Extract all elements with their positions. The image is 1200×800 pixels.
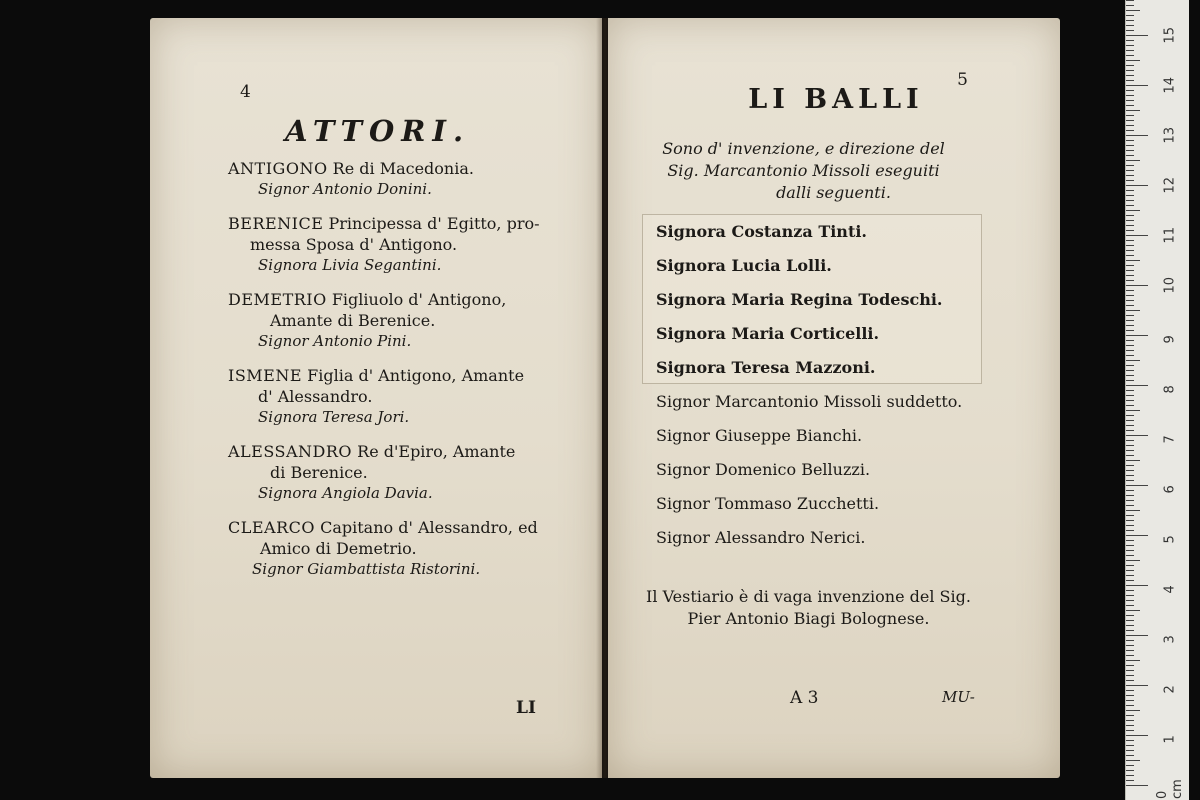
ruler-number: 0 cm [1155,779,1185,799]
role-description: Amante di Berenice. [270,311,436,330]
ruler-tick [1126,200,1134,201]
ruler-tick [1126,320,1134,321]
ruler-tick [1126,0,1134,1]
ruler-tick [1126,740,1134,741]
ruler-tick [1126,215,1134,216]
ruler-number: 15 [1162,26,1178,44]
actor-name: Signora Livia Segantini. [258,256,442,274]
dancer-male: Signor Tommaso Zucchetti. [656,494,880,513]
ruler-tick [1126,590,1134,591]
ruler-tick [1126,10,1140,11]
ruler-tick [1126,360,1140,361]
ruler-tick [1126,625,1134,626]
ruler-tick [1126,160,1140,161]
ruler-tick [1126,385,1148,386]
ruler-tick [1126,725,1134,726]
ruler-tick [1126,415,1134,416]
role-description: Figlia d' Antigono, Amante [307,366,525,385]
ruler-tick [1126,580,1134,581]
ruler-tick [1126,95,1134,96]
ruler-tick [1126,535,1148,536]
ruler-tick [1126,515,1134,516]
ruler-tick [1126,125,1134,126]
ruler-tick [1126,170,1134,171]
ruler-tick [1126,190,1134,191]
actor-name: Signor Antonio Pini. [258,332,412,350]
ruler-tick [1126,60,1140,61]
actor-name: Signor Antonio Donini. [258,180,432,198]
ruler-tick [1126,305,1134,306]
ruler-tick [1126,280,1134,281]
ruler-tick [1126,5,1134,6]
ruler-tick [1126,700,1134,701]
ruler-tick [1126,65,1134,66]
ruler-tick [1126,225,1134,226]
actor-name: Signor Giambattista Ristorini. [252,560,481,578]
dancer-female: Signora Maria Regina Todeschi. [656,290,943,309]
ruler-tick [1126,355,1134,356]
ruler-tick [1126,575,1134,576]
ruler-tick [1126,640,1134,641]
ruler-tick [1126,755,1134,756]
role-description: Figliuolo d' Antigono, [331,290,507,309]
ruler-number: 2 [1162,685,1178,694]
ruler-tick [1126,45,1134,46]
ruler-tick [1126,705,1134,706]
left-catchword: LI [516,698,536,718]
right-page [608,18,1060,778]
ruler-tick [1126,500,1134,501]
ruler-tick [1126,50,1134,51]
ruler-tick [1126,55,1134,56]
ruler-number: 1 [1162,735,1178,744]
cast-entry [228,441,573,503]
ruler-tick [1126,350,1134,351]
dancer-male: Signor Alessandro Nerici. [656,528,866,547]
ruler-tick [1126,765,1134,766]
ruler-tick [1126,405,1134,406]
ruler-tick [1126,605,1134,606]
ruler-tick [1126,15,1134,16]
ruler-tick [1126,440,1134,441]
role-name: DEMETRIO [228,290,327,309]
costume-line: Pier Antonio Biagi Bolognese. [687,609,930,628]
dancer-female: Signora Teresa Mazzoni. [656,358,876,377]
ruler-tick [1126,610,1140,611]
ruler-tick [1126,260,1140,261]
ruler-tick [1126,545,1134,546]
ruler-number: 8 [1162,385,1178,394]
ruler-number: 14 [1162,76,1178,94]
right-catchword: MU- [942,688,975,706]
ruler-tick [1126,685,1148,686]
ruler-tick [1126,380,1134,381]
ruler-tick [1126,120,1134,121]
ruler-tick [1126,275,1134,276]
ruler-tick [1126,40,1134,41]
ruler-tick [1126,620,1134,621]
ruler-tick [1126,720,1134,721]
role-description: Re di Macedonia. [332,159,474,178]
ruler-tick [1126,270,1134,271]
ruler-tick [1126,730,1134,731]
ruler-tick [1126,265,1134,266]
open-book [150,18,1060,778]
ruler-number: 4 [1162,585,1178,594]
ruler-tick [1126,140,1134,141]
role-name: ANTIGONO [228,159,328,178]
ruler-tick [1126,570,1134,571]
measurement-ruler [1125,0,1189,800]
ruler-tick [1126,340,1134,341]
ruler-numbers [1156,0,1184,800]
ruler-tick [1126,375,1134,376]
role-name: BERENICE [228,214,324,233]
ruler-tick [1126,30,1134,31]
role-name: ISMENE [228,366,303,385]
role-description: Re d'Epiro, Amante [357,442,516,461]
ruler-tick [1126,75,1134,76]
ruler-tick [1126,675,1134,676]
role-name: CLEARCO [228,518,316,537]
ruler-tick [1126,655,1134,656]
ruler-number: 9 [1162,335,1178,344]
dancer-female: Signora Lucia Lolli. [656,256,832,275]
ruler-tick [1126,130,1134,131]
ruler-tick [1126,410,1140,411]
ruler-tick [1126,600,1134,601]
ruler-tick [1126,785,1148,786]
ruler-tick [1126,175,1134,176]
ruler-tick [1126,650,1134,651]
role-description: Capitano d' Alessandro, ed [320,518,538,537]
ruler-tick [1126,735,1148,736]
ruler-tick [1126,80,1134,81]
ruler-tick [1126,105,1134,106]
ruler-tick [1126,505,1134,506]
left-page-heading: ATTORI. [285,114,471,148]
left-page-number: 4 [240,82,251,102]
ruler-tick [1126,475,1134,476]
ruler-tick [1126,470,1134,471]
cast-entry [228,158,573,199]
cast-entry [228,517,573,579]
ruler-tick [1126,20,1134,21]
role-description: Amico di Demetrio. [260,539,417,558]
ruler-tick [1126,525,1134,526]
ruler-tick [1126,25,1134,26]
ruler-tick [1126,165,1134,166]
ruler-tick [1126,85,1148,86]
ruler-tick [1126,645,1134,646]
actor-name: Signora Teresa Jori. [258,408,410,426]
ruler-tick [1126,555,1134,556]
dancer-female: Signora Maria Corticelli. [656,324,880,343]
ruler-number: 3 [1162,635,1178,644]
ruler-tick [1126,35,1148,36]
ruler-tick [1126,240,1134,241]
ruler-tick [1126,460,1140,461]
ruler-tick [1126,495,1134,496]
actor-name: Signora Angiola Davia. [258,484,433,502]
ruler-tick [1126,365,1134,366]
ruler-number: 10 [1162,276,1178,294]
ruler-tick [1126,770,1134,771]
cast-entry [228,213,573,275]
ruler-tick [1126,485,1148,486]
ruler-tick [1126,155,1134,156]
ruler-tick [1126,395,1134,396]
ruler-tick [1126,425,1134,426]
ruler-tick [1126,560,1140,561]
ruler-tick [1126,660,1140,661]
cast-entry [228,365,573,427]
ruler-tick [1126,315,1134,316]
ruler-tick [1126,255,1134,256]
ruler-tick [1126,490,1134,491]
ruler-tick [1126,70,1134,71]
ruler-tick [1126,510,1140,511]
ruler-tick [1126,245,1134,246]
ruler-tick [1126,760,1140,761]
ruler-tick [1126,290,1134,291]
ruler-tick [1126,635,1148,636]
ruler-tick [1126,180,1134,181]
dancer-female: Signora Costanza Tinti. [656,222,867,241]
role-description: Principessa d' Egitto, pro- [328,214,540,233]
ruler-tick [1126,250,1134,251]
ruler-tick [1126,680,1134,681]
ruler-tick [1126,100,1134,101]
ruler-tick [1126,220,1134,221]
cast-list [228,158,573,593]
ruler-tick [1126,550,1134,551]
ruler-tick [1126,295,1134,296]
ruler-tick [1126,300,1134,301]
ruler-tick [1126,530,1134,531]
right-page-heading: LI BALLI [748,84,924,115]
ruler-tick [1126,450,1134,451]
ruler-tick [1126,670,1134,671]
ruler-tick [1126,745,1134,746]
ruler-tick [1126,210,1140,211]
ruler-tick [1126,310,1140,311]
ruler-tick [1126,370,1134,371]
ruler-tick [1126,595,1134,596]
ruler-tick [1126,565,1134,566]
costume-line: Il Vestiario è di vaga invenzione del Sig. [646,587,971,606]
ruler-tick [1126,780,1134,781]
dancer-male: Signor Marcantonio Missoli suddetto. [656,392,963,411]
intro-line: Sono d' invenzione, e direzione del [662,139,945,158]
dancer-male: Signor Giuseppe Bianchi. [656,426,863,445]
role-description: messa Sposa d' Antigono. [250,235,458,254]
ruler-tick [1126,110,1140,111]
ruler-tick [1126,710,1140,711]
ruler-tick [1126,435,1148,436]
ruler-tick [1126,135,1148,136]
intro-line: Sig. Marcantonio Missoli eseguiti [667,161,940,180]
ruler-tick [1126,185,1148,186]
ruler-tick [1126,205,1134,206]
ruler-tick [1126,285,1148,286]
ruler-tick [1126,420,1134,421]
ruler-tick [1126,695,1134,696]
ruler-tick [1126,690,1134,691]
ruler-number: 6 [1162,485,1178,494]
right-page-number: 5 [957,70,968,90]
dancer-male: Signor Domenico Belluzzi. [656,460,871,479]
ruler-tick [1126,480,1134,481]
ruler-tick [1126,115,1134,116]
role-description: d' Alessandro. [258,387,373,406]
ruler-tick [1126,345,1134,346]
ruler-tick [1126,195,1134,196]
ruler-tick [1126,455,1134,456]
ruler-tick [1126,750,1134,751]
ruler-tick [1126,400,1134,401]
intro-line: dalli seguenti. [776,183,891,202]
ruler-number: 11 [1162,226,1178,244]
ruler-tick [1126,630,1134,631]
ruler-tick [1126,145,1134,146]
ruler-tick [1126,430,1134,431]
ruler-number: 12 [1162,176,1178,194]
role-name: ALESSANDRO [228,442,353,461]
role-description: di Berenice. [270,463,368,482]
ruler-tick [1126,390,1134,391]
ruler-number: 5 [1162,535,1178,544]
ruler-tick [1126,335,1148,336]
ruler-tick [1126,330,1134,331]
ruler-tick [1126,465,1134,466]
ruler-number: 13 [1162,126,1178,144]
ruler-tick [1126,90,1134,91]
costume-note [636,586,981,630]
ruler-tick [1126,235,1148,236]
ruler-tick [1126,585,1148,586]
ruler-tick [1126,445,1134,446]
signature-mark: A 3 [790,688,819,708]
ruler-tick [1126,775,1134,776]
ruler-number: 7 [1162,435,1178,444]
ruler-tick [1126,715,1134,716]
dancer-list [656,215,1006,555]
left-page [150,18,602,778]
ruler-tick [1126,615,1134,616]
ruler-tick [1126,230,1134,231]
ruler-tick [1126,150,1134,151]
ruler-tick [1126,520,1134,521]
cast-entry [228,289,573,351]
ruler-tick [1126,325,1134,326]
ruler-tick [1126,540,1134,541]
ruler-tick [1126,665,1134,666]
ballet-intro [636,138,971,204]
